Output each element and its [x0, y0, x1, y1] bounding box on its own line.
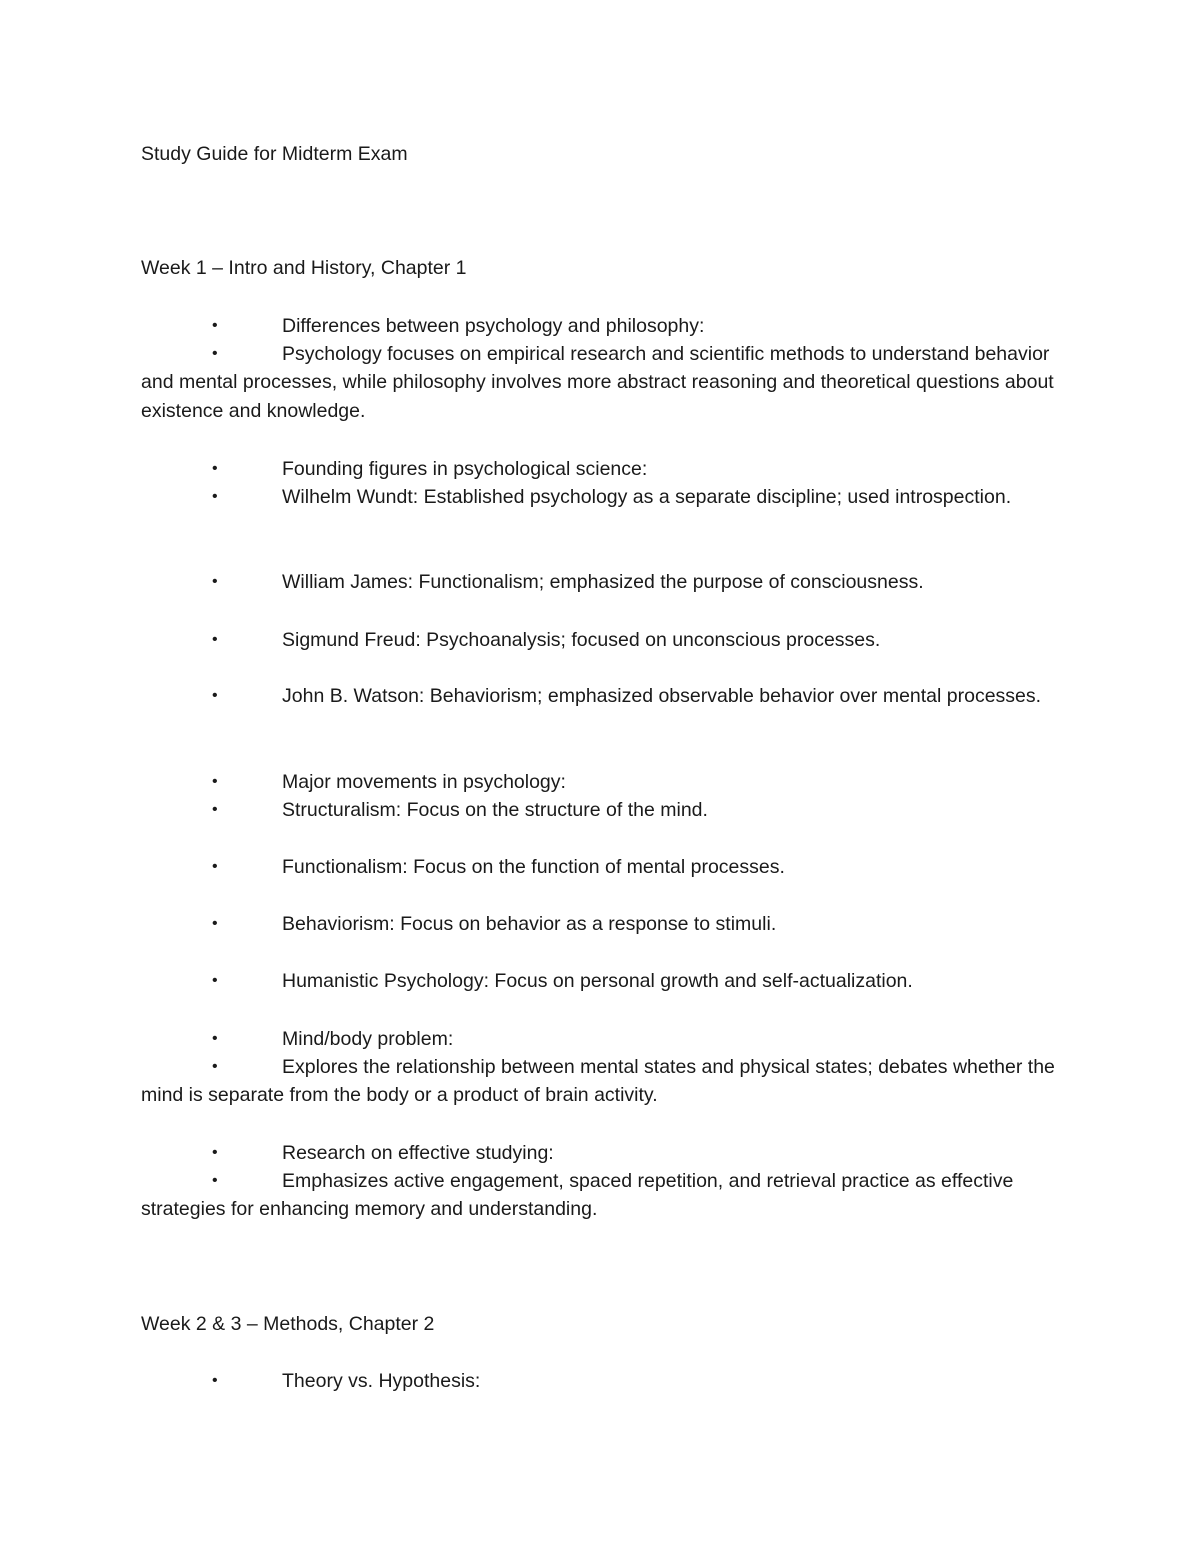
bullet-icon: • — [212, 345, 218, 362]
document-title: Study Guide for Midterm Exam — [141, 143, 408, 165]
bullet-icon: • — [212, 460, 218, 477]
list-item-text: Founding figures in psychological science: — [282, 458, 648, 480]
list-item-text: William James: Functionalism; emphasized the purpose of consciousness. — [282, 571, 924, 593]
list-item — [141, 312, 1061, 340]
bullet-icon: • — [212, 858, 218, 875]
list-item — [141, 455, 1061, 483]
bullet-icon: • — [212, 631, 218, 648]
list-item — [141, 1139, 1061, 1167]
list-item-text: Humanistic Psychology: Focus on personal growth and self-actualization. — [282, 970, 913, 992]
list-item — [141, 768, 1061, 796]
list-item-text: Major movements in psychology: — [282, 771, 566, 793]
list-item — [141, 1367, 1061, 1395]
list-item — [141, 568, 1061, 596]
list-item — [141, 1025, 1061, 1053]
bullet-icon: • — [212, 1144, 218, 1161]
list-item-text: Wilhelm Wundt: Established psychology as a separate discipline; used introspection. — [282, 486, 1012, 508]
list-item — [141, 910, 1061, 938]
list-item — [141, 626, 1061, 654]
bullet-icon: • — [212, 573, 218, 590]
list-item-text: Differences between psychology and philosophy: — [282, 315, 705, 337]
list-item-text: Structuralism: Focus on the structure of the mind. — [282, 799, 708, 821]
list-item — [141, 682, 1061, 710]
bullet-icon: • — [212, 317, 218, 334]
list-item — [141, 853, 1061, 881]
bullet-icon: • — [212, 972, 218, 989]
list-item-text: Research on effective studying: — [282, 1142, 554, 1164]
list-item-text: Theory vs. Hypothesis: — [282, 1370, 481, 1392]
list-item-text: Sigmund Freud: Psychoanalysis; focused on unconscious processes. — [282, 629, 881, 651]
bullet-icon: • — [212, 1172, 218, 1189]
bullet-icon: • — [212, 801, 218, 818]
list-item-text: Functionalism: Focus on the function of mental processes. — [282, 856, 785, 878]
list-item-text: Emphasizes active engagement, spaced repetition, and retrieval practice as effective strategies for enhancing memory and understanding. — [141, 1170, 1014, 1221]
bullet-icon: • — [212, 1372, 218, 1389]
section-heading-week-2-3: Week 2 & 3 – Methods, Chapter 2 — [141, 1313, 435, 1335]
bullet-icon: • — [212, 687, 218, 704]
bullet-icon: • — [212, 1058, 218, 1075]
bullet-icon: • — [212, 1030, 218, 1047]
bullet-icon: • — [212, 488, 218, 505]
list-item-text: Psychology focuses on empirical research and scientific methods to understand behavior and mental processes, while philosophy involves more abstract reasoning and theoretical questions about existence and knowledge. — [141, 343, 1054, 422]
section-heading-week-1: Week 1 – Intro and History, Chapter 1 — [141, 257, 467, 279]
list-item — [141, 340, 1061, 425]
bullet-icon: • — [212, 773, 218, 790]
list-item — [141, 483, 1061, 511]
list-item — [141, 967, 1061, 995]
list-item-text: Mind/body problem: — [282, 1028, 454, 1050]
list-item-text: John B. Watson: Behaviorism; emphasized observable behavior over mental processes. — [282, 685, 1042, 707]
list-item — [141, 1167, 1061, 1224]
list-item-text: Behaviorism: Focus on behavior as a response to stimuli. — [282, 913, 777, 935]
list-item — [141, 1053, 1061, 1110]
list-item-text: Explores the relationship between mental states and physical states; debates whether the mind is separate from the body or a product of brain activity. — [141, 1056, 1055, 1107]
list-item — [141, 796, 1061, 824]
bullet-icon: • — [212, 915, 218, 932]
